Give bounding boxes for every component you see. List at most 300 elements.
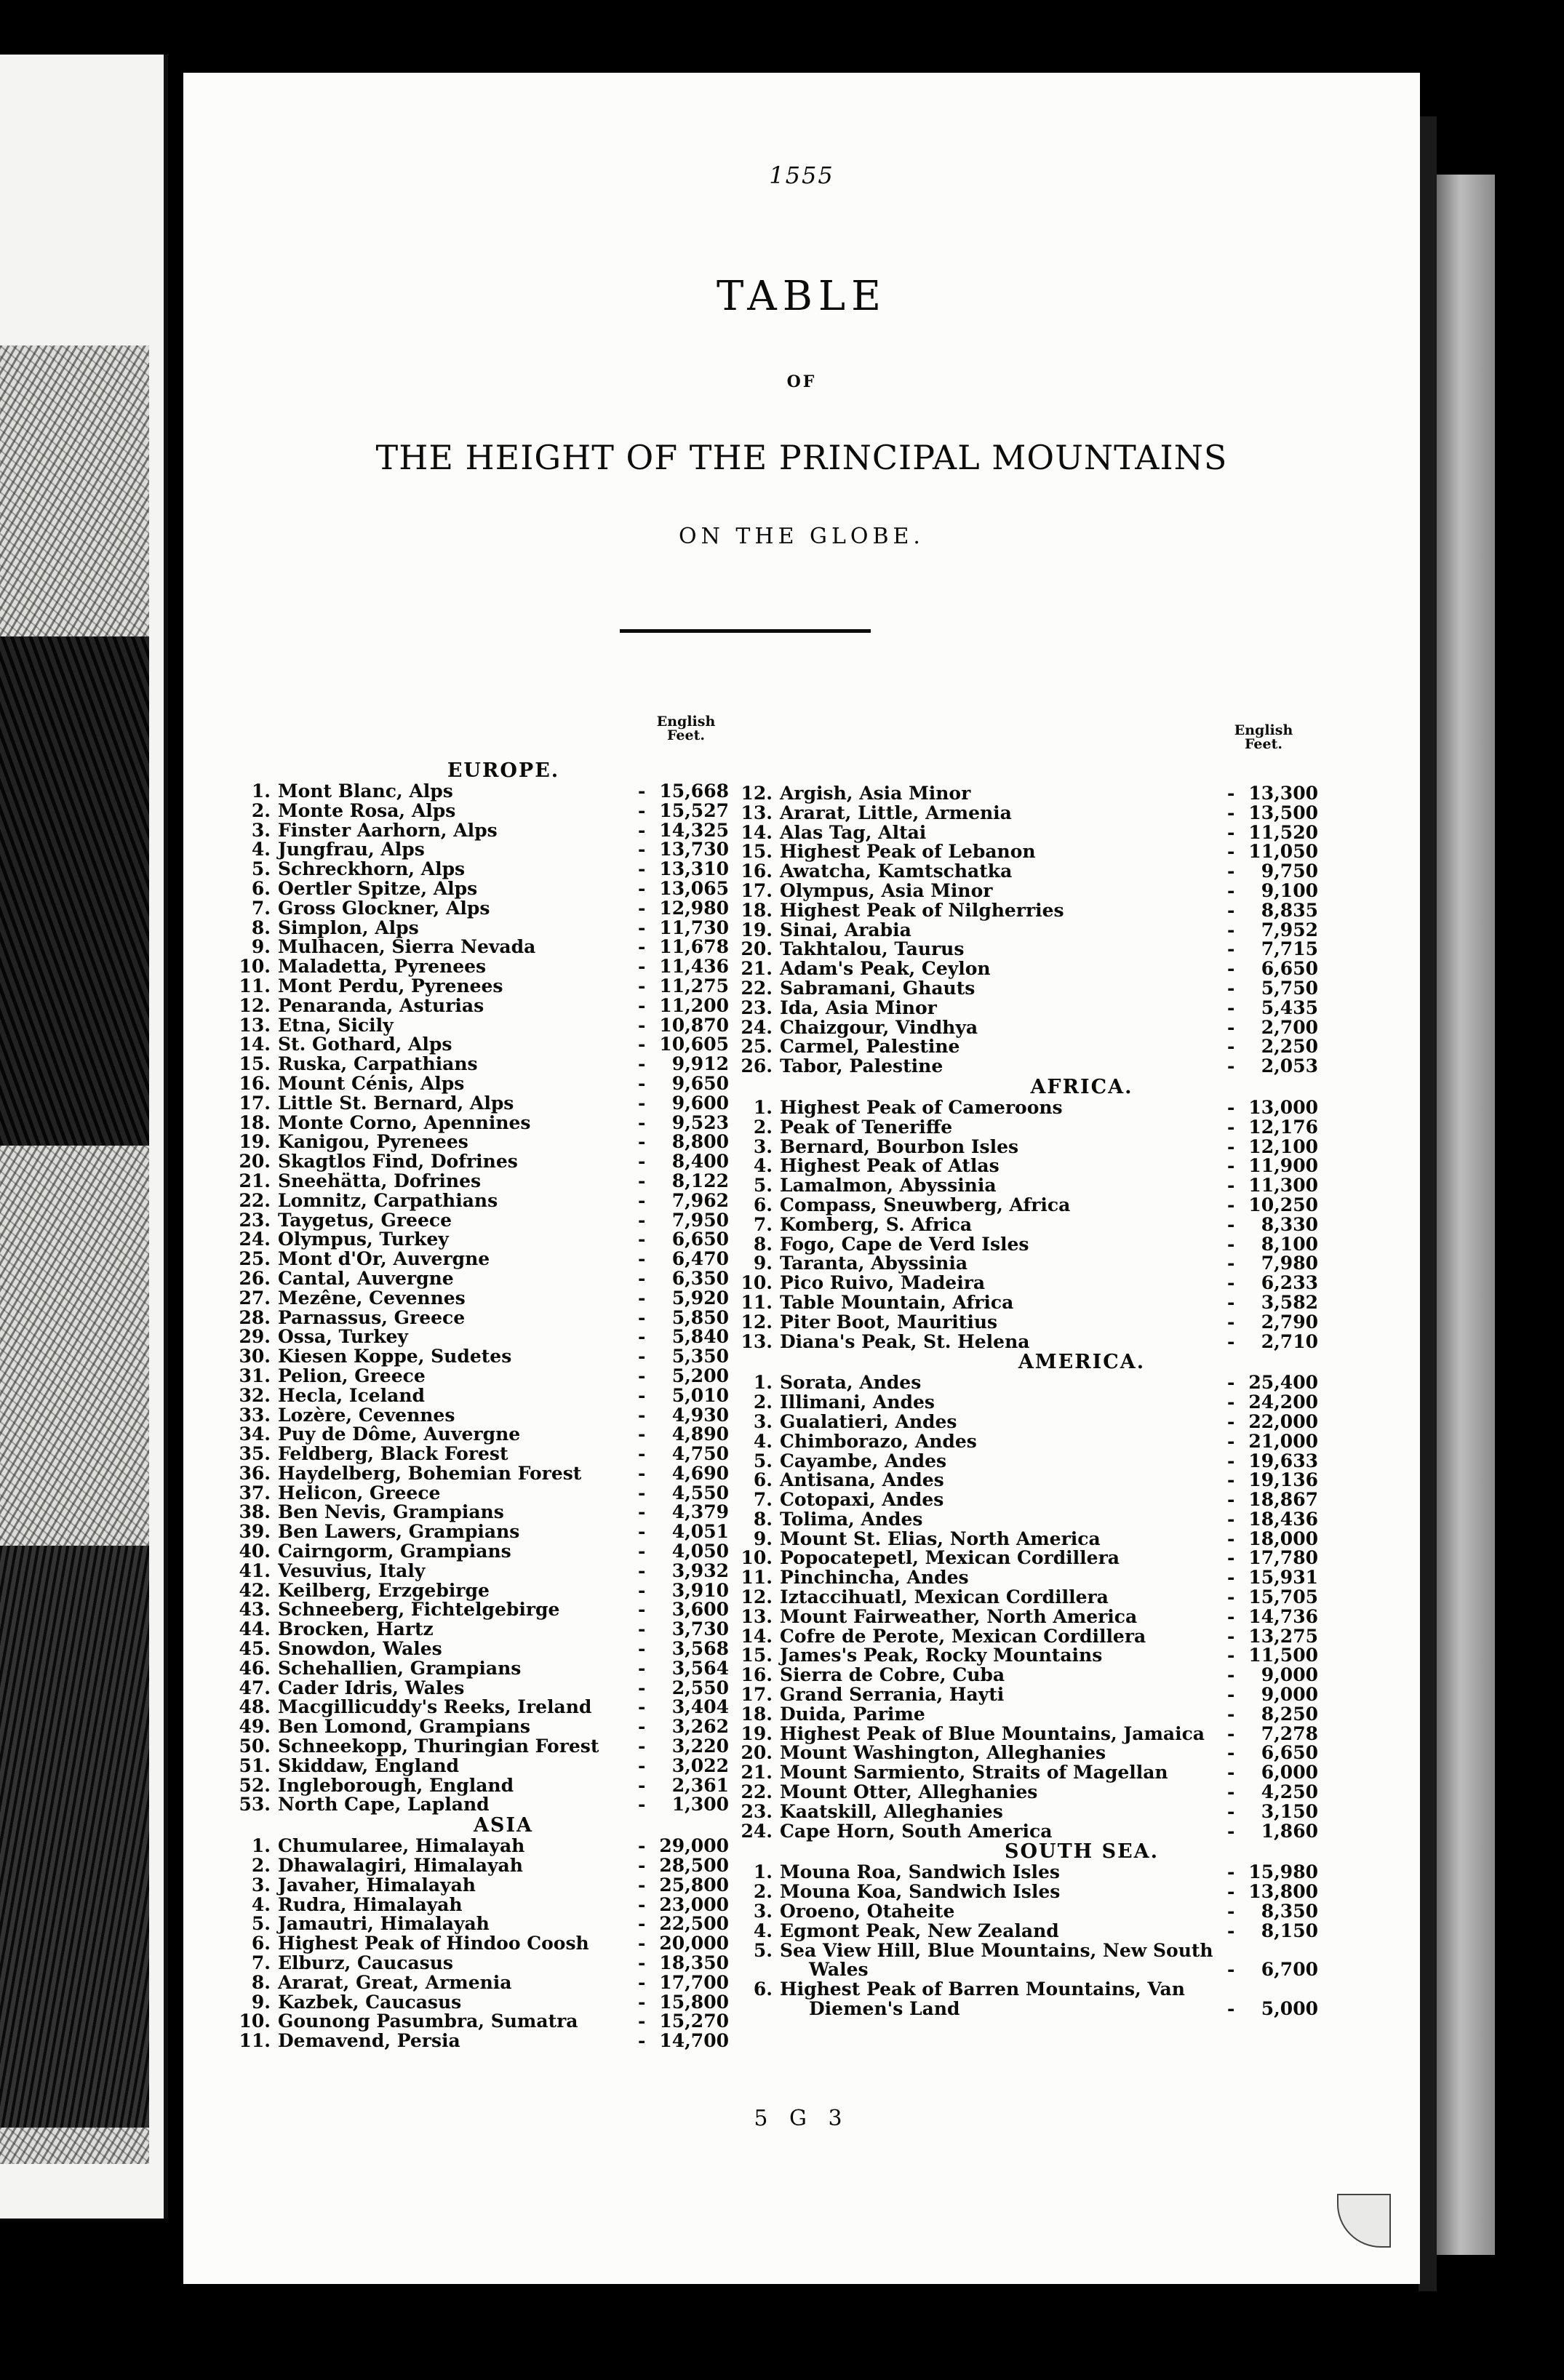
printer-signature: 5 G 3 xyxy=(754,2106,850,2131)
mountain-name: Jungfrau, Alps xyxy=(278,839,425,860)
table-row xyxy=(227,1581,780,1601)
book-page xyxy=(183,73,1420,2284)
mountain-name: Antisana, Andes xyxy=(780,1469,944,1491)
mountain-number: 5. xyxy=(753,1450,773,1471)
height-feet: 13,500 xyxy=(1248,802,1318,823)
mountain-name: Ararat, Great, Armenia xyxy=(278,1971,512,1993)
table-row xyxy=(227,1776,780,1796)
mountain-number: 48. xyxy=(239,1696,271,1718)
mountain-name: James's Peak, Rocky Mountains xyxy=(780,1645,1103,1666)
leader-dash: - xyxy=(638,1092,646,1114)
table-row xyxy=(227,899,780,919)
table-row xyxy=(227,956,780,980)
leader-dash: - xyxy=(638,1462,646,1484)
mountain-name: Pinchincha, Andes xyxy=(780,1567,969,1589)
mountain-number: 2. xyxy=(251,1855,271,1877)
mountain-number: 4. xyxy=(251,1893,271,1915)
leader-dash: - xyxy=(1227,1820,1235,1842)
mountain-number: 25. xyxy=(741,1036,773,1058)
table-row xyxy=(227,1152,780,1172)
table-row xyxy=(227,1406,780,1426)
mountain-number: 8. xyxy=(251,1971,271,1993)
mountain-number: 35. xyxy=(239,1443,271,1465)
leader-dash: - xyxy=(638,1736,646,1757)
leader-dash: - xyxy=(638,1131,646,1153)
mountain-number: 9. xyxy=(251,936,271,958)
leader-dash: - xyxy=(638,1855,646,1877)
table-row xyxy=(729,1432,1435,1452)
mountain-number: 11. xyxy=(239,2030,271,2052)
height-feet: 8,330 xyxy=(1261,1213,1318,1235)
leader-dash: - xyxy=(1227,1330,1235,1352)
leader-dash: - xyxy=(638,1111,646,1133)
leader-dash: - xyxy=(1227,1508,1235,1530)
height-feet: 11,300 xyxy=(1248,1175,1318,1197)
leader-dash: - xyxy=(1227,1901,1235,1922)
table-row xyxy=(729,1215,1435,1235)
height-feet: 5,350 xyxy=(671,1346,729,1367)
mountain-number: 24. xyxy=(741,1016,773,1038)
height-feet: 3,910 xyxy=(671,1579,729,1601)
table-row xyxy=(227,1445,780,1464)
leader-dash: - xyxy=(638,1034,646,1055)
table-row xyxy=(227,860,780,879)
mountain-number: 11. xyxy=(239,975,271,997)
height-feet: 12,100 xyxy=(1248,1135,1318,1157)
height-feet: 8,835 xyxy=(1261,899,1318,921)
mountain-number: 20. xyxy=(239,1151,271,1173)
mountain-number: 7. xyxy=(251,897,271,919)
mountain-name: Iztaccihuatl, Mexican Cordillera xyxy=(780,1586,1109,1608)
leader-dash: - xyxy=(638,1991,646,2013)
height-feet: 9,000 xyxy=(1261,1684,1318,1706)
table-row xyxy=(729,1057,1435,1077)
mountain-name: Fogo, Cape de Verd Isles xyxy=(780,1233,1029,1255)
leader-dash: - xyxy=(638,1170,646,1191)
mountain-name: Lozère, Cevennes xyxy=(278,1404,455,1426)
mountain-name: Mount Otter, Alleghanies xyxy=(780,1781,1038,1803)
table-row xyxy=(729,901,1435,921)
height-feet: 4,750 xyxy=(671,1443,729,1465)
table-row xyxy=(729,1863,1435,1882)
mountain-number: 14. xyxy=(741,821,773,843)
height-feet: 1,860 xyxy=(1261,1820,1318,1842)
mountain-number: 52. xyxy=(239,1774,271,1796)
mountain-number: 42. xyxy=(239,1579,271,1601)
leader-dash: - xyxy=(638,1423,646,1445)
height-feet: 9,650 xyxy=(671,1072,729,1094)
height-feet: 11,678 xyxy=(659,936,729,958)
height-feet: 3,568 xyxy=(671,1638,729,1660)
height-feet: 3,730 xyxy=(671,1618,729,1640)
mountain-name: Pelion, Greece xyxy=(278,1365,426,1386)
table-row xyxy=(729,1373,1435,1393)
page-subtitle: THE HEIGHT OF THE PRINCIPAL MOUNTAINS xyxy=(375,438,1228,477)
leader-dash: - xyxy=(1227,1272,1235,1294)
table-row xyxy=(227,1211,780,1231)
table-row xyxy=(227,1230,780,1250)
table-row xyxy=(729,1882,1435,1902)
mountain-number: 23. xyxy=(741,1800,773,1822)
height-feet: 11,275 xyxy=(659,975,729,997)
table-row xyxy=(227,1993,780,2013)
table-row xyxy=(729,1980,1435,2000)
mountain-number: 31. xyxy=(239,1365,271,1386)
mountain-number: 4. xyxy=(753,1155,773,1177)
table-row xyxy=(227,1973,780,1993)
mountain-number: 29. xyxy=(239,1326,271,1348)
table-row xyxy=(227,1016,780,1036)
height-feet: 10,250 xyxy=(1248,1194,1318,1215)
mountain-number: 21. xyxy=(741,1762,773,1784)
table-row xyxy=(227,839,780,863)
mountain-number: 8. xyxy=(753,1508,773,1530)
height-feet: 3,262 xyxy=(671,1716,729,1738)
mountain-name: Gross Glockner, Alps xyxy=(278,897,490,919)
mountain-number: 2. xyxy=(251,799,271,821)
leader-dash: - xyxy=(1227,958,1235,980)
leader-dash: - xyxy=(638,1443,646,1465)
mountain-number: 22. xyxy=(741,1781,773,1803)
leader-dash: - xyxy=(1227,1036,1235,1058)
adjacent-plate-engraving xyxy=(0,55,168,2219)
page-edges xyxy=(1437,175,1495,2255)
mountain-name: Adam's Peak, Ceylon xyxy=(780,958,991,980)
table-row xyxy=(227,1934,780,1954)
leader-dash: - xyxy=(638,1835,646,1857)
table-row xyxy=(729,1452,1435,1471)
mountain-name: Ben Nevis, Grampians xyxy=(278,1501,504,1523)
page-curl xyxy=(1337,2194,1391,2248)
leader-dash: - xyxy=(1227,1372,1235,1394)
mountain-number: 18. xyxy=(741,899,773,921)
mountain-number: 44. xyxy=(239,1618,271,1640)
table-row xyxy=(227,1347,780,1367)
mountain-name: Cader Idris, Wales xyxy=(278,1677,465,1698)
table-row xyxy=(227,1954,780,1973)
height-feet: 25,800 xyxy=(659,1874,729,1896)
mountain-name: Kanigou, Pyrenees xyxy=(278,1131,468,1153)
mountain-name: Tolima, Andes xyxy=(780,1508,923,1530)
leader-dash: - xyxy=(1227,1547,1235,1569)
height-feet: 13,310 xyxy=(659,858,729,880)
mountain-number: 10. xyxy=(741,1547,773,1569)
mountain-name: North Cape, Lapland xyxy=(278,1794,490,1816)
mountain-number: 15. xyxy=(741,1645,773,1666)
height-feet: 10,605 xyxy=(659,1034,729,1055)
mountain-number: 2. xyxy=(753,1391,773,1413)
mountain-name: Sea View Hill, Blue Mountains, New South xyxy=(780,1939,1213,1961)
mountain-number: 14. xyxy=(741,1625,773,1647)
table-row xyxy=(227,1542,780,1562)
table-row xyxy=(729,1157,1435,1176)
table-row-continuation xyxy=(729,2000,1435,2019)
mountain-name: Oertler Spitze, Alps xyxy=(278,877,478,899)
table-row xyxy=(729,1313,1435,1333)
height-feet: 5,850 xyxy=(671,1306,729,1328)
table-row xyxy=(227,1055,780,1074)
table-row xyxy=(227,821,780,841)
table-row xyxy=(227,977,780,997)
height-feet: 15,668 xyxy=(659,780,729,802)
mountain-name: Ben Lawers, Grampians xyxy=(278,1521,520,1543)
mountain-number: 10. xyxy=(239,956,271,978)
height-feet: 5,840 xyxy=(671,1326,729,1348)
height-feet: 2,250 xyxy=(1261,1036,1318,1058)
height-feet: 22,500 xyxy=(659,1913,729,1935)
mountain-name: Mount Fairweather, North America xyxy=(780,1605,1138,1627)
table-row xyxy=(227,1306,780,1328)
leader-dash: - xyxy=(638,1189,646,1211)
table-row xyxy=(729,1763,1435,1783)
height-feet: 3,404 xyxy=(671,1696,729,1718)
mountain-name: Tabor, Palestine xyxy=(780,1055,943,1077)
mountain-name: Highest Peak of Barren Mountains, Van xyxy=(780,1978,1185,2000)
leader-dash: - xyxy=(1227,1016,1235,1038)
mountain-number: 33. xyxy=(239,1404,271,1426)
mountain-name: Chimborazo, Andes xyxy=(780,1430,977,1452)
mountain-name: Oroeno, Otaheite xyxy=(780,1901,955,1922)
height-feet: 2,700 xyxy=(1261,1016,1318,1038)
mountain-name: Highest Peak of Atlas xyxy=(780,1155,1000,1177)
height-feet: 4,690 xyxy=(671,1462,729,1484)
height-feet: 3,022 xyxy=(671,1754,729,1776)
mountain-name: Kiesen Koppe, Sudetes xyxy=(278,1346,512,1367)
table-row xyxy=(729,1922,1435,1941)
mountain-name: Gualatieri, Andes xyxy=(780,1410,957,1432)
height-feet: 7,952 xyxy=(1261,919,1318,941)
height-feet: 5,435 xyxy=(1261,997,1318,1018)
leader-dash: - xyxy=(638,1794,646,1816)
leader-dash: - xyxy=(638,1716,646,1738)
mountain-name: Dhawalagiri, Himalayah xyxy=(278,1855,523,1877)
section-heading: SOUTH SEA. xyxy=(1005,1840,1159,1864)
height-feet: 13,800 xyxy=(1248,1881,1318,1903)
leader-dash: - xyxy=(638,1229,646,1250)
height-feet: 14,700 xyxy=(659,2030,729,2052)
mountain-name: Parnassus, Greece xyxy=(278,1306,466,1328)
mountain-number: 4. xyxy=(753,1430,773,1452)
leader-dash: - xyxy=(638,1874,646,1896)
height-feet: 7,278 xyxy=(1261,1722,1318,1744)
left-column xyxy=(227,760,780,2051)
mountain-name: Highest Peak of Blue Mountains, Jamaica xyxy=(780,1722,1205,1744)
leader-dash: - xyxy=(638,780,646,802)
height-feet: 3,150 xyxy=(1261,1800,1318,1822)
leader-dash: - xyxy=(1227,1742,1235,1764)
height-feet: 5,920 xyxy=(671,1287,729,1309)
table-row xyxy=(227,1737,780,1757)
mountain-number: 3. xyxy=(753,1410,773,1432)
mountain-number: 49. xyxy=(239,1716,271,1738)
mountain-name: Cofre de Perote, Mexican Cordillera xyxy=(780,1625,1146,1647)
mountain-number: 15. xyxy=(741,841,773,863)
mountain-name: Demavend, Persia xyxy=(278,2030,460,2052)
height-feet: 15,931 xyxy=(1248,1567,1318,1589)
leader-dash: - xyxy=(638,936,646,958)
leader-dash: - xyxy=(638,1365,646,1386)
section-heading: ASIA xyxy=(473,1814,534,1837)
mountain-number: 10. xyxy=(741,1272,773,1294)
mountain-name: Etna, Sicily xyxy=(278,1014,394,1036)
leader-dash: - xyxy=(1227,1684,1235,1706)
mountain-number: 11. xyxy=(741,1567,773,1589)
mountain-number: 3. xyxy=(251,1874,271,1896)
mountain-name: Mount Washington, Alleghanies xyxy=(780,1742,1106,1764)
mountain-number: 7. xyxy=(251,1952,271,1974)
leader-dash: - xyxy=(638,1774,646,1796)
mountain-name: Mouna Koa, Sandwich Isles xyxy=(780,1881,1061,1903)
height-feet: 4,051 xyxy=(671,1521,729,1543)
mountain-name: Ruska, Carpathians xyxy=(278,1053,478,1075)
leader-dash: - xyxy=(1227,1489,1235,1511)
mountain-number: 37. xyxy=(239,1482,271,1504)
table-row xyxy=(227,782,780,802)
height-feet: 5,200 xyxy=(671,1365,729,1386)
height-feet: 1,300 xyxy=(671,1794,729,1816)
mountain-number: 1. xyxy=(753,1372,773,1394)
mountain-name: Popocatepetl, Mexican Cordillera xyxy=(780,1547,1120,1569)
leader-dash: - xyxy=(638,1072,646,1094)
mountain-name: Maladetta, Pyrenees xyxy=(278,956,487,978)
mountain-number: 45. xyxy=(239,1638,271,1660)
leader-dash: - xyxy=(1227,1450,1235,1471)
mountain-number: 3. xyxy=(753,1135,773,1157)
mountain-name: Schneeberg, Fichtelgebirge xyxy=(278,1599,560,1621)
mountain-name: Kaatskill, Alleghanies xyxy=(780,1800,1003,1822)
mountain-name: Ingleborough, England xyxy=(278,1774,514,1796)
mountain-number: 40. xyxy=(239,1541,271,1562)
table-row xyxy=(729,1802,1435,1822)
mountain-name: Cantal, Auvergne xyxy=(278,1267,454,1289)
table-row xyxy=(227,1327,780,1347)
mountain-number: 24. xyxy=(239,1229,271,1250)
mountain-number: 11. xyxy=(741,1291,773,1313)
leader-dash: - xyxy=(1227,1664,1235,1686)
table-row xyxy=(227,1503,780,1522)
table-row xyxy=(227,2032,780,2051)
mountain-name: Schehallien, Grampians xyxy=(278,1657,522,1679)
table-row xyxy=(729,1410,1435,1432)
height-feet: 18,867 xyxy=(1248,1489,1318,1511)
mountain-number: 26. xyxy=(741,1055,773,1077)
height-feet: 6,700 xyxy=(1261,1959,1318,1981)
mountain-number: 13. xyxy=(239,1014,271,1036)
mountain-number: 36. xyxy=(239,1462,271,1484)
table-row xyxy=(729,1196,1435,1215)
mountain-number: 15. xyxy=(239,1053,271,1075)
height-feet: 13,300 xyxy=(1248,783,1318,804)
table-row xyxy=(729,1685,1435,1705)
mountain-name: Hecla, Iceland xyxy=(278,1384,426,1406)
table-row xyxy=(729,1098,1435,1118)
table-row xyxy=(227,1698,780,1717)
mountain-number: 46. xyxy=(239,1657,271,1679)
mountain-name: Argish, Asia Minor xyxy=(780,783,971,804)
table-row xyxy=(227,1191,780,1211)
mountain-name: Vesuvius, Italy xyxy=(278,1560,426,1581)
mountain-number: 21. xyxy=(741,958,773,980)
height-feet: 13,065 xyxy=(659,877,729,899)
table-row xyxy=(227,936,780,960)
leader-dash: - xyxy=(1227,1920,1235,1941)
leader-dash: - xyxy=(1227,821,1235,843)
leader-dash: - xyxy=(638,1287,646,1309)
table-row xyxy=(729,1471,1435,1490)
mountain-name: Komberg, S. Africa xyxy=(780,1213,973,1235)
mountain-name: St. Gothard, Alps xyxy=(278,1034,452,1055)
section-heading: AMERICA. xyxy=(1018,1351,1146,1374)
table-row xyxy=(729,1705,1435,1725)
height-feet: 3,600 xyxy=(671,1599,729,1621)
title-of: OF xyxy=(786,372,817,391)
mountain-number: 38. xyxy=(239,1501,271,1523)
mountain-name: Olympus, Asia Minor xyxy=(780,879,993,901)
table-row xyxy=(227,919,780,938)
leader-dash: - xyxy=(1227,1055,1235,1077)
leader-dash: - xyxy=(638,1638,646,1660)
leader-dash: - xyxy=(638,858,646,880)
mountain-number: 50. xyxy=(239,1736,271,1757)
mountain-name: Puy de Dôme, Auvergne xyxy=(278,1423,521,1445)
height-feet: 4,890 xyxy=(671,1423,729,1445)
table-row xyxy=(227,1172,780,1191)
mountain-name-continued: Diemen's Land xyxy=(809,1998,960,2020)
leader-dash: - xyxy=(1227,1194,1235,1215)
mountain-number: 28. xyxy=(239,1306,271,1328)
leader-dash: - xyxy=(638,1209,646,1231)
mountain-name: Egmont Peak, New Zealand xyxy=(780,1920,1059,1941)
leader-dash: - xyxy=(1227,1781,1235,1803)
table-row xyxy=(227,1074,780,1094)
height-feet: 11,436 xyxy=(659,956,729,978)
table-row xyxy=(729,921,1435,941)
table-row xyxy=(729,842,1435,862)
mountain-number: 17. xyxy=(741,879,773,901)
mountain-number: 27. xyxy=(239,1287,271,1309)
height-feet: 8,800 xyxy=(671,1131,729,1153)
height-feet: 15,800 xyxy=(659,1991,729,2013)
height-feet: 13,000 xyxy=(1248,1096,1318,1118)
table-row xyxy=(729,1510,1435,1530)
page-title: TABLE xyxy=(717,273,887,320)
height-feet: 12,980 xyxy=(659,897,729,919)
mountain-number: 26. xyxy=(239,1267,271,1289)
mountain-name: Pico Ruivo, Madeira xyxy=(780,1272,986,1294)
table-row xyxy=(729,1722,1435,1744)
height-feet: 2,361 xyxy=(671,1774,729,1796)
mountain-number: 2. xyxy=(753,1881,773,1903)
mountain-name: Schneekopp, Thuringian Forest xyxy=(278,1736,599,1757)
table-row xyxy=(729,1330,1435,1352)
feet-header-left: English Feet. xyxy=(656,714,716,743)
mountain-number: 9. xyxy=(753,1253,773,1274)
mountain-number: 8. xyxy=(753,1233,773,1255)
leader-dash: - xyxy=(638,1014,646,1036)
height-feet: 3,564 xyxy=(671,1657,729,1679)
table-row xyxy=(729,1744,1435,1763)
table-row xyxy=(227,1856,780,1876)
table-row xyxy=(729,1530,1435,1549)
leader-dash: - xyxy=(638,1677,646,1698)
leader-dash: - xyxy=(1227,899,1235,921)
height-feet: 4,379 xyxy=(671,1501,729,1523)
table-row xyxy=(227,1289,780,1309)
mountain-number: 7. xyxy=(753,1213,773,1235)
table-row xyxy=(227,1425,780,1445)
height-feet: 7,950 xyxy=(671,1209,729,1231)
leader-dash: - xyxy=(638,1346,646,1367)
